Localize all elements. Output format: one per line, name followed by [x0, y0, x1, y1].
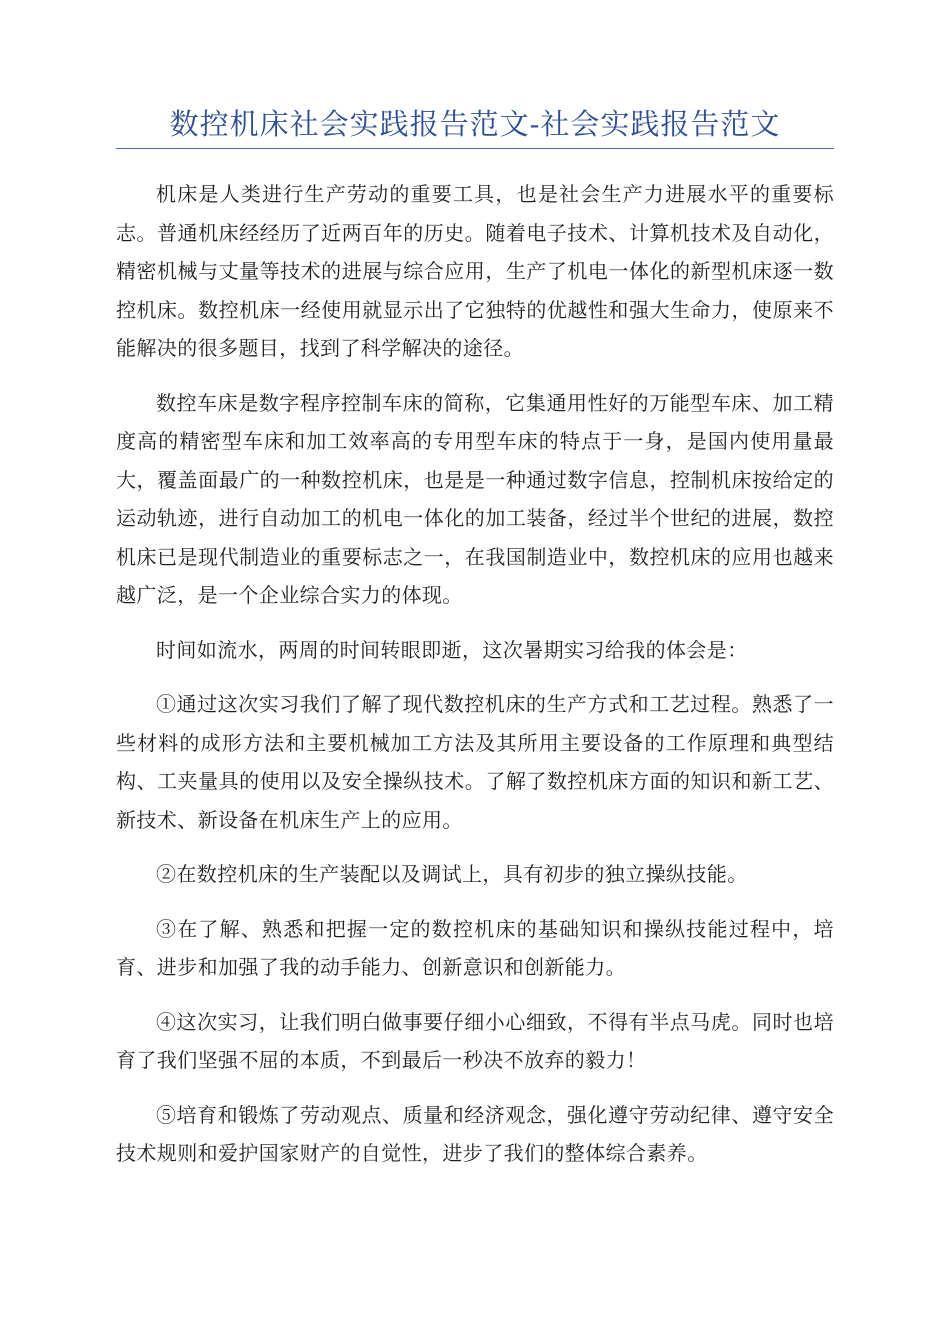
paragraph-point-2: ②在数控机床的生产装配以及调试上，具有初步的独立操纵技能。	[156, 862, 748, 886]
paragraph-point-5: ⑤培育和锻炼了劳动观点、质量和经济观念，强化遵守劳动纪律、遵守安全技术规则和爱护国家财产的自觉性，进步了我们的整体综合素养。	[116, 1102, 834, 1165]
paragraph-point-1: ①通过这次实习我们了解了现代数控机床的生产方式和工艺过程。熟悉了一些材料的成形方法和主要机械加工方法及其所用主要设备的工作原理和典型结构、工夹量具的使用以及安全操纵技术。了解了数控机床方面的知识和新工艺、新技术、新设备在机床生产上的应用。	[116, 692, 834, 832]
document-title: 数控机床社会实践报告范文-社会实践报告范文	[116, 104, 834, 149]
paragraph-transition: 时间如流水，两周的时间转眼即逝，这次暑期实习给我的体会是：	[156, 637, 748, 662]
paragraph-intro: 机床是人类进行生产劳动的重要工具，也是社会生产力进展水平的重要标志。普通机床经经历了近两百年的历史。随着电子技术、计算机技术及自动化，精密机械与丈量等技术的进展与综合应用，生产了机电一体化的新型机床逐一数控机床。数控机床一经使用就显示出了它独特的优越性和强大生命力，使原来不能解决的很多题目，找到了科学解决的途径。	[116, 182, 834, 360]
paragraph-point-3: ③在了解、熟悉和把握一定的数控机床的基础知识和操纵技能过程中，培育、进步和加强了我的动手能力、创新意识和创新能力。	[116, 916, 834, 979]
paragraph-cnc-lathe: 数控车床是数字程序控制车床的简称，它集通用性好的万能型车床、加工精度高的精密型车床和加工效率高的专用型车床的特点于一身，是国内使用量最大，覆盖面最广的一种数控机床，也是是一种通过数字信息，控制机床按给定的运动轨迹，进行自动加工的机电一体化的加工装备，经过半个世纪的进展，数控机床已是现代制造业的重要标志之一，在我国制造业中，数控机床的应用也越来越广泛，是一个企业综合实力的体现。	[116, 390, 834, 607]
paragraph-point-4: ④这次实习，让我们明白做事要仔细小心细致，不得有半点马虎。同时也培育了我们坚强不屈的本质，不到最后一秒决不放弃的毅力！	[116, 1009, 834, 1072]
